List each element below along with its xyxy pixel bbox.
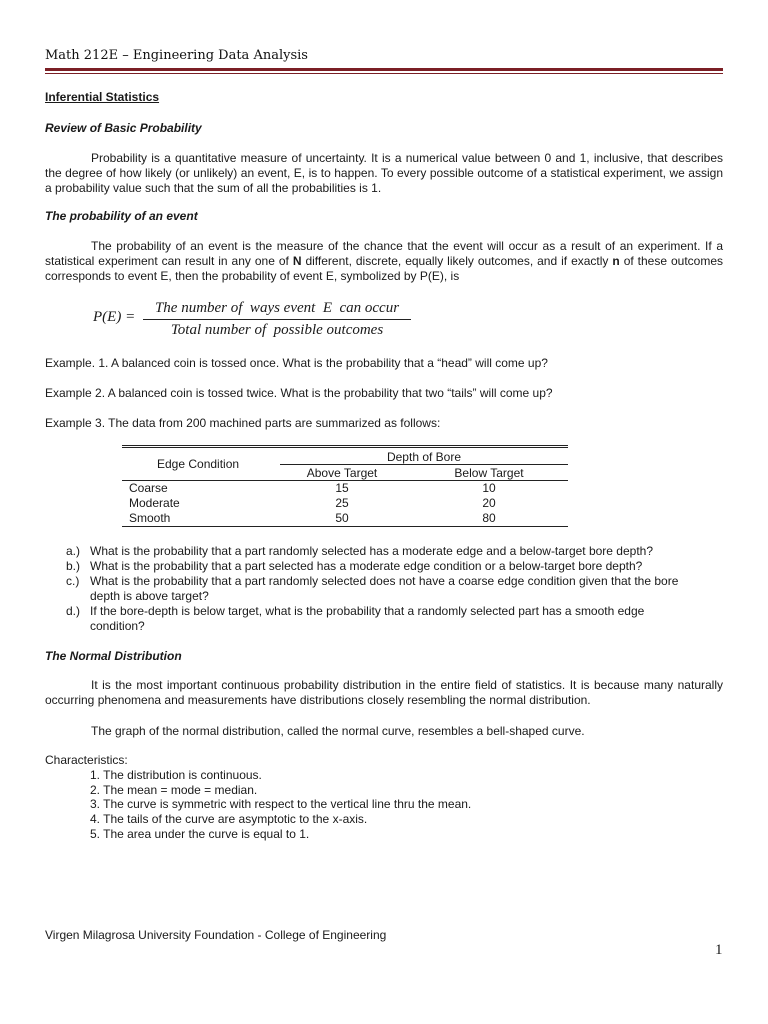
header-rule-thick: [45, 68, 723, 71]
question-label: b.): [66, 559, 81, 573]
characteristic-item: 1. The distribution is continuous.: [90, 768, 262, 782]
characteristic-item: 4. The tails of the curve are asymptotic to the x-axis.: [90, 812, 368, 826]
table-row-label: Smooth: [129, 511, 171, 525]
characteristics-label: Characteristics:: [45, 753, 128, 767]
table-row-header: Edge Condition: [157, 457, 240, 471]
formula-numerator: The number of ways event E can occur: [154, 300, 400, 316]
table-cell-above: 15: [335, 481, 349, 495]
table-cell-below: 10: [482, 481, 496, 495]
table-top-rule: [122, 445, 568, 448]
normal-paragraph-2: The graph of the normal distribution, called the normal curve, resembles a bell-shaped curve.: [91, 724, 585, 738]
characteristic-item: 5. The area under the curve is equal to 1.: [90, 827, 310, 841]
table-cell-below: 20: [482, 496, 496, 510]
characteristic-item: 2. The mean = mode = median.: [90, 783, 258, 797]
question-text: What is the probability that a part selected has a moderate edge condition or a below-target bore depth?: [90, 559, 643, 573]
table-col-above: Above Target: [306, 466, 378, 480]
event-heading: The probability of an event: [45, 209, 198, 223]
page-number: 1: [715, 942, 723, 958]
document-header-title: Math 212E – Engineering Data Analysis: [45, 48, 308, 63]
normal-paragraph-1: It is the most important continuous probability distribution in the entire field of statistics. It is because many naturally occurring phenomena and measurements have distributions closely resembling the normal distribution.: [45, 678, 723, 707]
question-label: a.): [66, 544, 81, 558]
characteristic-item: 3. The curve is symmetric with respect to the vertical line thru the mean.: [90, 797, 472, 811]
header-rule-thin: [45, 73, 723, 74]
table-row-label: Moderate: [129, 496, 180, 510]
review-heading: Review of Basic Probability: [45, 121, 202, 135]
question-text: If the bore-depth is below target, what is the probability that a randomly selected part has a smooth edge condition?: [90, 604, 645, 633]
question-text: What is the probability that a part randomly selected has a moderate edge and a below-target bore depth?: [90, 544, 654, 558]
table-cell-above: 50: [335, 511, 349, 525]
table-row-label: Coarse: [129, 481, 168, 495]
table-col-below: Below Target: [454, 466, 524, 480]
example-1: Example. 1. A balanced coin is tossed once. What is the probability that a “head” will come up?: [45, 356, 548, 370]
example-2: Example 2. A balanced coin is tossed twice. What is the probability that two “tails” will come up?: [45, 386, 553, 400]
table-group-rule: [280, 464, 568, 465]
table-bottom-rule: [122, 526, 568, 527]
formula-lhs: P(E) =: [93, 309, 136, 325]
bold-n: n: [612, 254, 620, 268]
table-cell-below: 80: [482, 511, 496, 525]
example-3: Example 3. The data from 200 machined parts are summarized as follows:: [45, 416, 441, 430]
question-text: What is the probability that a part randomly selected does not have a coarse edge condition given that the bore depth is above target?: [90, 574, 679, 603]
formula-denominator: Total number of possible outcomes: [170, 322, 384, 338]
table-group-header: Depth of Bore: [386, 450, 462, 464]
review-paragraph: Probability is a quantitative measure of uncertainty. It is a numerical value between 0 and 1, inclusive, that describes the degree of how likely (or unlikely) an event, E, is to happen. To every possible outcome of a statistical experiment, we assign a probability value such that the sum of all the probabilities is 1.: [45, 151, 723, 195]
event-paragraph: The probability of an event is the measure of the chance that the event will occur as a result of an experiment. If a statistical experiment can result in any one of N different, discrete, equally likely outcomes, and if exactly n of these outcomes corresponds to event E, then the probability of event E, symbolized by P(E), is: [45, 239, 724, 283]
section-title: Inferential Statistics: [45, 90, 160, 104]
question-label: c.): [66, 574, 80, 588]
footer-institution: Virgen Milagrosa University Foundation - College of Engineering: [45, 928, 387, 942]
table-cell-above: 25: [335, 496, 349, 510]
bold-N: N: [292, 254, 302, 268]
formula-fraction: [143, 300, 411, 339]
question-label: d.): [66, 604, 81, 618]
normal-heading: The Normal Distribution: [45, 649, 182, 663]
fraction-bar: [143, 319, 411, 320]
